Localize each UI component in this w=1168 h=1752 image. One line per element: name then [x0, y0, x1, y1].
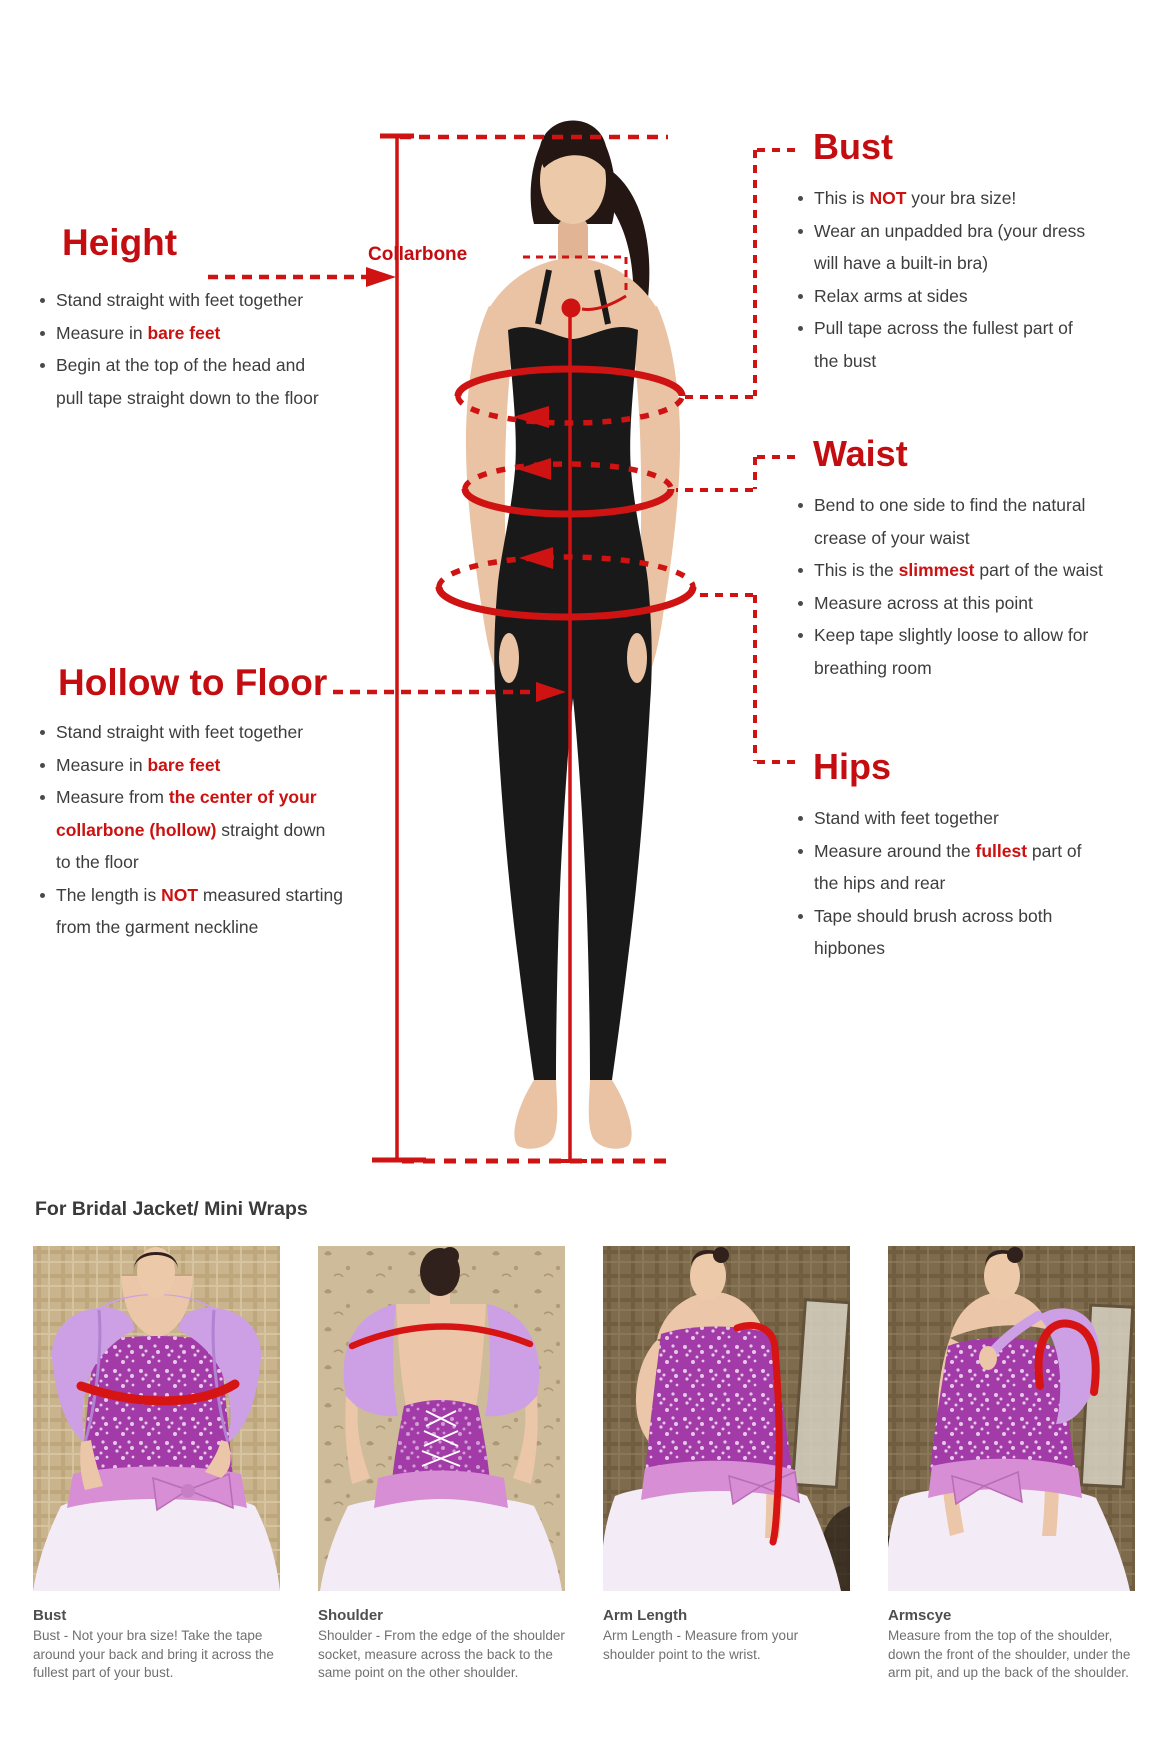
bullet-dot — [798, 229, 803, 234]
bullet-item: Wear an unpadded bra (your dress will have a built-in bra) — [798, 215, 1138, 280]
hips-section — [798, 746, 1138, 965]
bullet-item: Relax arms at sides — [798, 280, 1138, 313]
card-title: Arm Length — [603, 1607, 688, 1624]
bullet-item: Tape should brush across both hipbones — [798, 900, 1138, 965]
arm-length-photo — [603, 1246, 850, 1591]
bust-title: Bust — [813, 126, 893, 167]
bullet-item: Bend to one side to find the natural crease of your waist — [798, 489, 1138, 554]
card-title: Bust — [33, 1607, 67, 1624]
card-shoulder — [318, 1246, 565, 1683]
bullet-dot — [798, 568, 803, 573]
hips-title: Hips — [813, 746, 892, 787]
card-text: Shoulder - From the edge of the shoulder socket, measure across the back to the same point on the other shoulder. — [318, 1628, 565, 1680]
bullet-item: Begin at the top of the head and pull tape straight down to the floor — [40, 349, 380, 414]
bust-bullets — [798, 182, 1138, 377]
hollow-bullets — [40, 716, 380, 944]
hips-bullets — [798, 802, 1138, 965]
bullet-item: Keep tape slightly loose to allow for breathing room — [798, 619, 1138, 684]
model-figure — [466, 121, 680, 1149]
bullet-dot — [40, 763, 45, 768]
card-arm-length — [603, 1246, 850, 1683]
bullet-dot — [40, 331, 45, 336]
waist-section — [798, 433, 1138, 684]
bullet-item: Stand straight with feet together — [40, 284, 380, 317]
shoulder-photo — [318, 1246, 565, 1591]
hollow-to-floor-title: Hollow to Floor — [58, 662, 328, 703]
card-armscye — [888, 1246, 1135, 1683]
bullet-dot — [798, 503, 803, 508]
hips-connector — [700, 595, 800, 762]
waist-title: Waist — [813, 433, 908, 474]
card-text: Measure from the top of the shoulder, down the front of the shoulder, under the arm pit, and up the back of the shoulder. — [888, 1628, 1131, 1680]
jacket-measurement-cards — [33, 1246, 1135, 1683]
bullet-dot — [40, 363, 45, 368]
bullet-dot — [798, 849, 803, 854]
waist-connector — [676, 457, 800, 490]
bullet-item: The length is NOT measured starting from the garment neckline — [40, 879, 380, 944]
bullet-item: Measure around the fullest part of the hips and rear — [798, 835, 1138, 900]
hollow-to-floor-section — [40, 662, 380, 944]
bullet-item: Pull tape across the fullest part of the bust — [798, 312, 1138, 377]
bullet-item: Measure in bare feet — [40, 749, 380, 782]
bullet-item: Measure from the center of your collarbone (hollow) straight down to the floor — [40, 781, 380, 879]
bust-section — [798, 126, 1138, 377]
bullet-dot — [798, 816, 803, 821]
bullet-dot — [798, 294, 803, 299]
bullet-dot — [798, 601, 803, 606]
bottom-section-heading: For Bridal Jacket/ Mini Wraps — [35, 1198, 308, 1220]
height-bullets — [40, 284, 380, 414]
armscye-photo — [888, 1246, 1135, 1591]
height-section — [40, 222, 380, 414]
card-title: Shoulder — [318, 1607, 384, 1624]
bullet-dot — [40, 795, 45, 800]
bullet-item: Stand straight with feet together — [40, 716, 380, 749]
bullet-item: This is NOT your bra size! — [798, 182, 1138, 215]
bullet-dot — [798, 633, 803, 638]
bullet-dot — [798, 326, 803, 331]
card-title: Armscye — [888, 1607, 952, 1624]
bullet-dot — [40, 730, 45, 735]
bust-connector — [684, 150, 800, 397]
bullet-item: This is the slimmest part of the waist — [798, 554, 1138, 587]
card-bust — [33, 1246, 280, 1683]
bullet-dot — [40, 893, 45, 898]
card-text: Arm Length - Measure from your shoulder point to the wrist. — [603, 1628, 799, 1662]
bullet-dot — [798, 196, 803, 201]
bust-photo — [33, 1246, 280, 1591]
card-text: Bust - Not your bra size! Take the tape around your back and bring it across the fullest part of your bust. — [33, 1628, 274, 1680]
bullet-item: Measure in bare feet — [40, 317, 380, 350]
bullet-item: Stand with feet together — [798, 802, 1138, 835]
waist-bullets — [798, 489, 1138, 684]
bullet-item: Measure across at this point — [798, 587, 1138, 620]
bullet-dot — [40, 298, 45, 303]
collarbone-label: Collarbone — [368, 244, 468, 265]
bullet-dot — [798, 914, 803, 919]
height-title: Height — [62, 222, 178, 263]
